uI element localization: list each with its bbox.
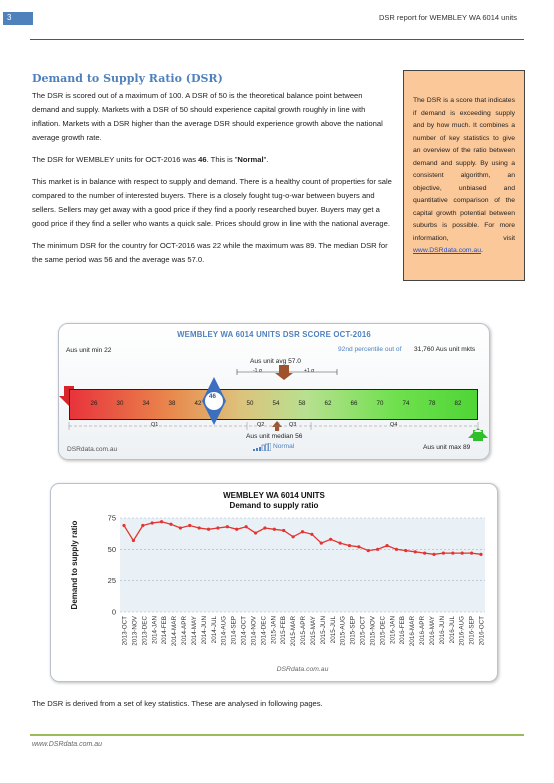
- gauge-tick-label: 38: [168, 400, 176, 407]
- dsr-website-link[interactable]: www.DSRdata.com.au: [413, 247, 481, 254]
- score-mid: . This is ": [206, 155, 238, 164]
- x-tick-label: 2014-JAN: [151, 616, 159, 645]
- y-tick-label: 25: [107, 576, 116, 586]
- gauge-source: DSRdata.com.au: [67, 446, 118, 453]
- dsr-data-point: [207, 528, 210, 531]
- dsr-data-point: [179, 526, 182, 529]
- dsr-data-point: [254, 531, 257, 534]
- x-tick-label: 2015-SEP: [349, 616, 357, 645]
- dsr-data-point: [376, 548, 379, 551]
- gauge-tick-label: 74: [402, 400, 410, 407]
- dsr-data-point: [479, 553, 482, 556]
- dsr-data-point: [367, 549, 370, 552]
- gauge-title: WEMBLEY WA 6014 UNITS DSR SCORE OCT-2016: [177, 330, 371, 339]
- quartile-q1: Q1: [151, 422, 159, 428]
- gauge-plus-sigma: +1 σ: [304, 368, 315, 374]
- x-tick-label: 2016-OCT: [478, 616, 486, 646]
- paragraph-intro: The DSR is scored out of a maximum of 100. A DSR of 50 is the theoretical balance point between demand and supply. Markets with a DSR of 50 should experience capital growth roughly in line with inflation. Markets with a DSR higher than the average DSR should experience growth above the national average growth rate.: [32, 91, 383, 142]
- gauge-max-label: Aus unit max 89: [423, 444, 471, 451]
- score-suffix: ".: [263, 155, 269, 164]
- chart-subtitle: Demand to supply ratio: [229, 501, 319, 510]
- dsr-data-point: [320, 541, 323, 544]
- dsr-data-point: [385, 544, 388, 547]
- dsr-data-point: [132, 539, 135, 542]
- dsr-data-point: [404, 549, 407, 552]
- dsr-data-point: [357, 545, 360, 548]
- chart-source: DSRdata.com.au: [276, 666, 329, 673]
- dsr-data-point: [395, 548, 398, 551]
- y-tick-label: 75: [107, 513, 116, 523]
- dsr-data-point: [282, 529, 285, 532]
- sidebar-text: The DSR is a score that indicates if demand is exceeding supply and by how much. It combines a number of key statistics to give an overview of the ratio between demand and supply. By using a consistent algorithm, an objective, unbiased and quantitative comparison of the capital growth potential between suburbs is possible. For more information, visit: [413, 97, 515, 242]
- x-tick-label: 2013-NOV: [131, 616, 139, 646]
- x-tick-label: 2015-APR: [300, 616, 307, 646]
- dsr-data-point: [198, 526, 201, 529]
- gauge-tick-label: 50: [246, 400, 254, 407]
- x-tick-label: 2016-AUG: [458, 616, 466, 646]
- footer-divider: [30, 734, 524, 736]
- dsr-data-point: [451, 551, 454, 554]
- x-tick-label: 2016-JUN: [438, 616, 446, 645]
- dsr-data-point: [151, 521, 154, 524]
- footer-note: The DSR is derived from a set of key statistics. These are analysed in following pages.: [32, 699, 323, 708]
- gauge-percentile: 92nd percentile out of: [338, 346, 402, 353]
- gauge-avg-label: Aus unit avg 57.0: [250, 358, 301, 365]
- x-tick-label: 2015-JUN: [319, 616, 327, 645]
- dsr-data-point: [329, 538, 332, 541]
- x-tick-label: 2014-AUG: [220, 616, 228, 646]
- dsr-scale-bar: [69, 389, 478, 420]
- chart-title: WEMBLEY WA 6014 UNITS: [223, 491, 325, 500]
- x-tick-label: 2014-MAR: [171, 616, 179, 647]
- dsr-data-point: [169, 523, 172, 526]
- x-tick-label: 2016-MAY: [428, 616, 436, 646]
- dsr-data-point: [348, 544, 351, 547]
- gauge-median-label: Aus unit median 56: [246, 433, 303, 440]
- dsr-data-point: [188, 524, 191, 527]
- x-tick-label: 2016-MAR: [409, 616, 417, 647]
- dsr-data-point: [310, 533, 313, 536]
- x-tick-label: 2016-APR: [419, 616, 426, 646]
- y-axis-label: Demand to supply ratio: [70, 520, 79, 610]
- dsr-data-point: [432, 553, 435, 556]
- x-tick-label: 2015-AUG: [339, 616, 347, 646]
- gauge-tick-label: 70: [376, 400, 384, 407]
- paragraph-national: The minimum DSR for the country for OCT-2016 was 22 while the maximum was 89. The median DSR for the same period was 56 and the average was 57.0.: [32, 241, 388, 264]
- gauge-tick-label: 62: [324, 400, 332, 407]
- dsr-data-point: [263, 526, 266, 529]
- paragraph-score: [32, 153, 392, 167]
- x-tick-label: 2015-MAR: [290, 616, 298, 647]
- x-tick-label: 2016-JUL: [448, 616, 456, 644]
- chart-canvas: [51, 484, 499, 683]
- gauge-min-label: Aus unit min 22: [66, 347, 112, 354]
- score-value: 46: [198, 155, 207, 164]
- dsr-data-point: [160, 520, 163, 523]
- gauge-tick-label: 58: [298, 400, 306, 407]
- dsr-data-point: [273, 528, 276, 531]
- x-tick-label: 2014-NOV: [250, 616, 258, 646]
- dsr-data-point: [301, 530, 304, 533]
- dsr-data-point: [292, 535, 295, 538]
- x-tick-label: 2014-JUL: [210, 616, 218, 644]
- quartile-q3: Q3: [289, 422, 297, 428]
- header-divider: [30, 39, 524, 40]
- current-score-marker-icon: [202, 377, 226, 425]
- dsr-history-chart: [50, 483, 498, 682]
- x-tick-label: 2014-DEC: [260, 616, 268, 646]
- x-tick-label: 2015-MAY: [309, 616, 317, 646]
- x-tick-label: 2014-JUN: [200, 616, 208, 645]
- x-tick-label: 2014-FEB: [161, 616, 169, 645]
- gauge-tick-label: 42: [194, 400, 202, 407]
- gauge-tick-label: 26: [90, 400, 98, 407]
- score-prefix: The DSR for WEMBLEY units for OCT-2016 was: [32, 155, 199, 164]
- footer-url: www.DSRdata.com.au: [32, 741, 103, 748]
- gauge-tick-label: 78: [428, 400, 436, 407]
- gauge-tick-label: 54: [272, 400, 280, 407]
- x-tick-label: 2016-SEP: [468, 616, 476, 645]
- gauge-universe: 31,760 Aus unit mkts: [414, 346, 476, 353]
- dsr-data-point: [235, 528, 238, 531]
- gauge-rating: Normal: [273, 443, 295, 450]
- x-tick-label: 2016-FEB: [399, 616, 407, 645]
- dsr-data-point: [461, 551, 464, 554]
- dsr-data-point: [122, 524, 125, 527]
- y-tick-label: 50: [107, 544, 116, 554]
- x-tick-label: 2014-SEP: [230, 616, 238, 645]
- x-tick-label: 2015-NOV: [369, 616, 377, 646]
- dsr-data-point: [414, 550, 417, 553]
- gauge-tick-label: 34: [142, 400, 150, 407]
- dsr-data-point: [141, 524, 144, 527]
- gauge-tick-label: 66: [350, 400, 358, 407]
- x-tick-label: 2013-OCT: [121, 616, 129, 646]
- dsr-data-point: [338, 541, 341, 544]
- body-text: [32, 89, 392, 275]
- dsr-score-gauge: [58, 323, 490, 460]
- sidebar-end: .: [481, 247, 483, 254]
- signal-strength-icon: [253, 443, 271, 451]
- x-tick-label: 2016-JAN: [389, 616, 397, 645]
- x-tick-label: 2014-MAY: [190, 616, 198, 646]
- score-rating: Normal: [237, 155, 264, 164]
- section-title: Demand to Supply Ratio (DSR): [32, 72, 223, 85]
- dsr-data-point: [216, 526, 219, 529]
- x-tick-label: 2013-DEC: [141, 616, 149, 646]
- x-tick-label: 2014-APR: [181, 616, 188, 646]
- info-sidebar: [403, 70, 525, 281]
- page-number: 3: [3, 12, 33, 25]
- gauge-tick-label: 30: [116, 400, 124, 407]
- x-tick-label: 2015-OCT: [359, 616, 367, 646]
- gauge-minus-sigma: -1 σ: [253, 368, 262, 374]
- dsr-data-point: [245, 525, 248, 528]
- avg-arrow-icon: [275, 365, 293, 380]
- current-score-value: 46: [209, 393, 216, 400]
- x-tick-label: 2015-DEC: [379, 616, 387, 646]
- header-title: DSR report for WEMBLEY WA 6014 units: [379, 13, 517, 22]
- quartile-q2: Q2: [257, 422, 265, 428]
- dsr-data-point: [226, 525, 229, 528]
- quartile-q4: Q4: [390, 422, 398, 428]
- dsr-data-point: [442, 551, 445, 554]
- y-tick-label: 0: [111, 607, 116, 617]
- x-tick-label: 2015-JAN: [270, 616, 278, 645]
- dsr-data-point: [470, 551, 473, 554]
- dsr-data-point: [423, 551, 426, 554]
- paragraph-market: This market is in balance with respect to supply and demand. There is a healthy count of properties for sale compared to the number of interested buyers. There is a closely fought tug-o-war between buyers and sellers. Sellers may get away with a good price if they find a poorly researched buyer. Buyers may get a good price if they find a seller who wants a quick sale. Prices should grow in line with the national average.: [32, 177, 392, 228]
- gauge-tick-label: 82: [454, 400, 462, 407]
- x-tick-label: 2014-OCT: [240, 616, 248, 646]
- x-tick-label: 2015-FEB: [280, 616, 288, 645]
- x-tick-label: 2015-JUL: [329, 616, 337, 644]
